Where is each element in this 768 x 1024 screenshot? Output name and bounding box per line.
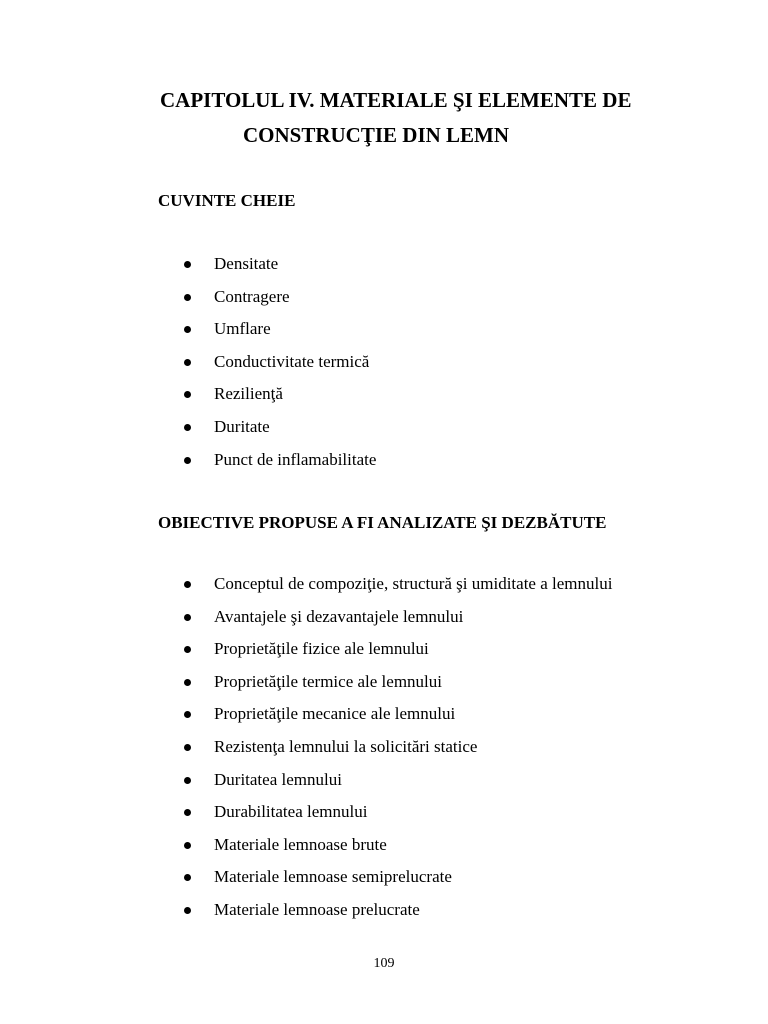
- bullet-icon: [184, 424, 191, 431]
- list-item-text: Conceptul de compoziţie, structură şi umiditate a lemnului: [214, 574, 613, 593]
- list-item-text: Proprietăţile fizice ale lemnului: [214, 639, 429, 659]
- list-item-text: Punct de inflamabilitate: [214, 449, 377, 469]
- list-item-text: Materiale lemnoase semiprelucrate: [214, 867, 452, 887]
- list-item-text: Materiale lemnoase brute: [214, 834, 387, 854]
- list-item-text: Duritatea lemnului: [214, 769, 342, 789]
- bullet-icon: [184, 581, 191, 588]
- list-item-text: Proprietăţile mecanice ale lemnului: [214, 704, 456, 724]
- chapter-title-line-1: CAPITOLUL IV. MATERIALE ŞI ELEMENTE DE: [160, 88, 632, 112]
- list-item-text: Durabilitatea lemnului: [214, 802, 368, 822]
- list-item-text: Materiale lemnoase prelucrate: [214, 899, 420, 919]
- bullet-icon: [184, 391, 191, 398]
- list-item-text: Rezistenţa lemnului la solicitări statice: [214, 736, 478, 756]
- bullet-icon: [184, 907, 191, 914]
- list-item-text: Rezilienţă: [214, 384, 283, 404]
- bullet-icon: [184, 744, 191, 751]
- bullet-icon: [184, 777, 191, 784]
- keywords-heading: CUVINTE CHEIE: [158, 191, 296, 210]
- bullet-icon: [184, 294, 191, 301]
- list-item-text: Duritate: [214, 416, 270, 436]
- bullet-icon: [184, 679, 191, 686]
- bullet-icon: [184, 646, 191, 653]
- list-item-text: Proprietăţile termice ale lemnului: [214, 671, 442, 691]
- bullet-icon: [184, 457, 191, 464]
- page-number: 109: [373, 956, 395, 971]
- bullet-icon: [184, 261, 191, 268]
- list-item-text: Contragere: [214, 286, 290, 306]
- bullet-icon: [184, 809, 191, 816]
- bullet-icon: [184, 874, 191, 881]
- chapter-title-line-2: CONSTRUCŢIE DIN LEMN: [243, 123, 510, 147]
- bullet-icon: [184, 359, 191, 366]
- bullet-icon: [184, 614, 191, 621]
- list-item-text: Densitate: [214, 254, 279, 273]
- objectives-heading: OBIECTIVE PROPUSE A FI ANALIZATE ŞI DEZBĂTUTE: [158, 513, 607, 532]
- list-item-text: Umflare: [214, 319, 271, 339]
- list-item-text: Conductivitate termică: [214, 351, 370, 371]
- bullet-icon: [184, 842, 191, 849]
- bullet-icon: [184, 326, 191, 333]
- list-item-text: Avantajele şi dezavantajele lemnului: [214, 606, 464, 626]
- bullet-icon: [184, 711, 191, 718]
